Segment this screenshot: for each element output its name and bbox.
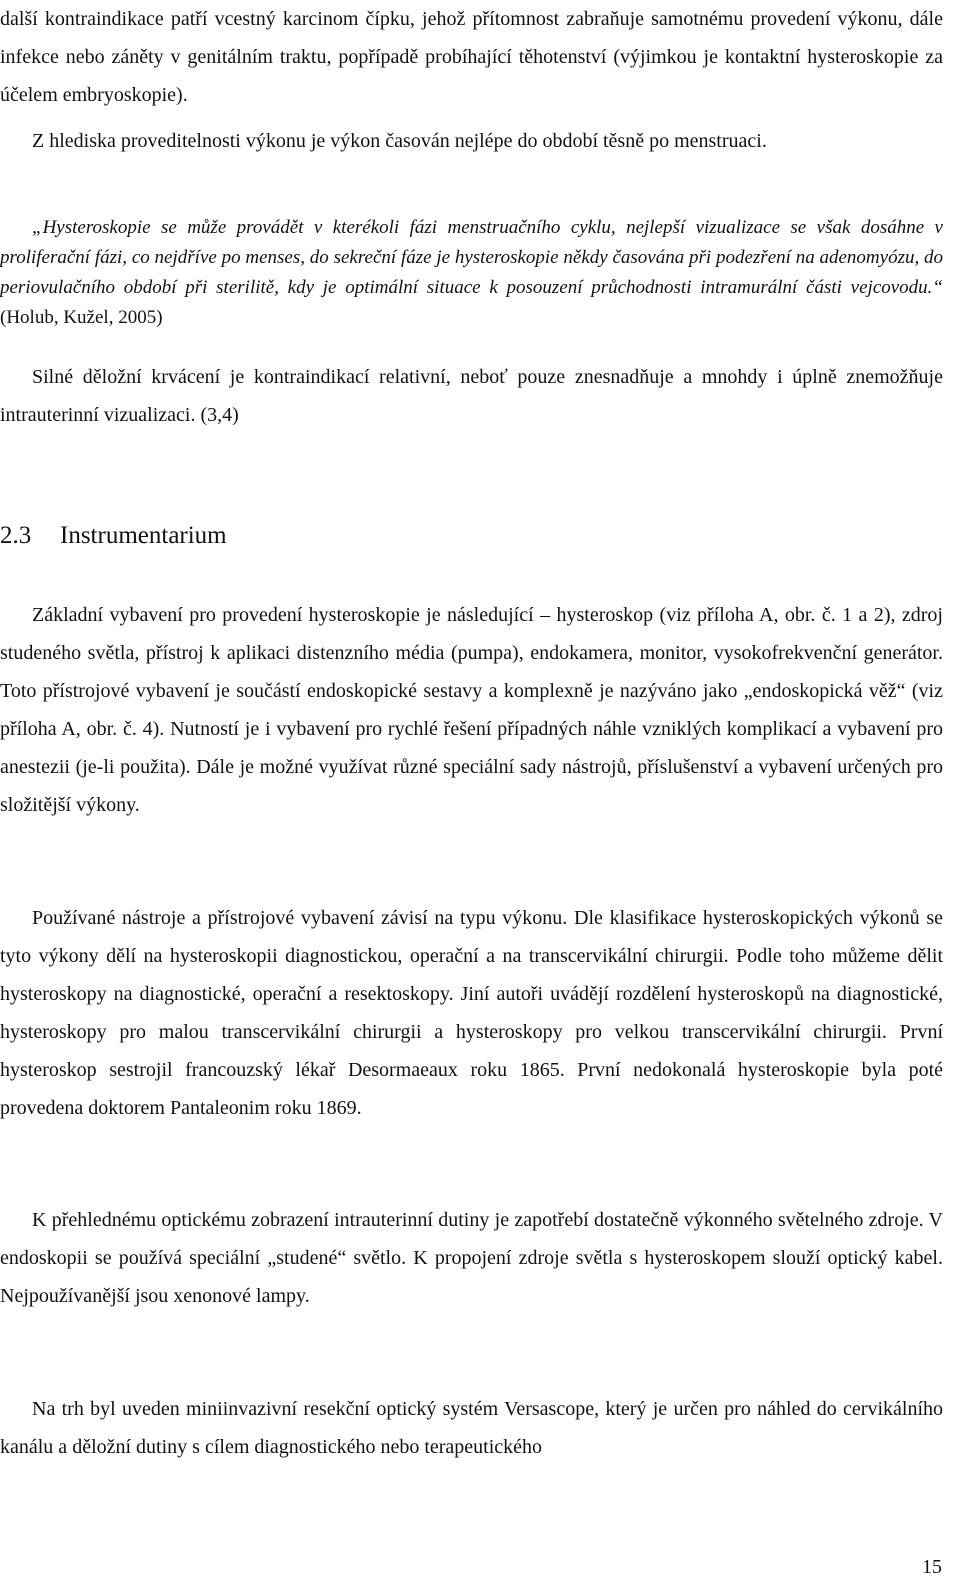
section-heading xyxy=(0,516,227,556)
paragraph-versascope: Na trh byl uveden miniinvazivní resekční optický systém Versascope, který je určen pro náhled do cervikálního kanálu a děložní dutiny s cílem diagnostického nebo terapeutického xyxy=(0,1398,943,1458)
paragraph-bleeding: Silné děložní krvácení je kontraindikací relativní, neboť pouze znesnadňuje a mnohdy i úplně znemožňuje intrauterinní vizualizaci. (3,4) xyxy=(0,366,943,426)
paragraph-basic-equipment: Základní vybavení pro provedení hysteroskopie je následující – hysteroskop (viz příloha A, obr. č. 1 a 2), zdroj studeného světla, přístroj k aplikaci distenzního média (pumpa), endokamera, monitor, vysokofrekvenční generátor. Toto přístrojové vybavení je součástí endoskopické sestavy a komplexně je nazýváno jako „endoskopická věž“ (viz příloha A, obr. č. 4). Nutností je i vybavení pro rychlé řešení případných náhle vzniklých komplikací a vybavení pro anestezii (je-li použita). Dále je možné využívat různé speciální sady nástrojů, příslušenství a vybavení určených pro složitější výkony. xyxy=(0,604,943,816)
section-title: Instrumentarium xyxy=(60,522,227,549)
page-number: 15 xyxy=(922,1556,942,1578)
quote-block xyxy=(0,213,943,333)
section-number: 2.3 xyxy=(0,522,32,549)
quote-text: „Hysteroskopie se může provádět v kterékoli fázi menstruačního cyklu, nejlepší vizualizace se však dosáhne v proliferační fázi, co nejdříve po menses, do sekreční fáze je hysteroskopie někdy časována při podezření na adenomyózu, do periovulačního období při sterilitě, kdy je optimální situace k posouzení průchodnosti intramurální části vejcovodu.“ xyxy=(0,217,943,298)
paragraph-instruments: Používané nástroje a přístrojové vybavení závisí na typu výkonu. Dle klasifikace hysteroskopických výkonů se tyto výkony dělí na hysteroskopii diagnostickou, operační a na transcervikální chirurgii. Podle toho můžeme dělit hysteroskopy na diagnostické, operační a resektoskopy. Jiní autoři uvádějí rozdělení hysteroskopů na diagnostické, hysteroskopy pro malou transcervikální chirurgii a hysteroskopy pro velkou transcervikální chirurgii. První hysteroskop sestrojil francouzský lékař Desormaeaux roku 1865. První nedokonalá hysteroskopie byla poté provedena doktorem Pantaleonim roku 1869. xyxy=(0,907,943,1119)
paragraph-light-source: K přehlednému optickému zobrazení intrauterinní dutiny je zapotřebí dostatečně výkonného světelného zdroje. V endoskopii se používá speciální „studené“ světlo. K propojení zdroje světla s hysteroskopem slouží optický kabel. Nejpoužívanější jsou xenonové lampy. xyxy=(0,1209,943,1307)
paragraph-timing: Z hlediska proveditelnosti výkonu je výkon časován nejlépe do období těsně po menstruaci. xyxy=(32,130,767,152)
quote-citation: (Holub, Kužel, 2005) xyxy=(0,307,163,328)
paragraph-contraindications: další kontraindikace patří vcestný karcinom čípku, jehož přítomnost zabraňuje samotnému provedení výkonu, dále infekce nebo záněty v genitálním traktu, popřípadě probíhající těhotenství (výjimkou je kontaktní hysteroskopie za účelem embryoskopie). xyxy=(0,8,943,106)
